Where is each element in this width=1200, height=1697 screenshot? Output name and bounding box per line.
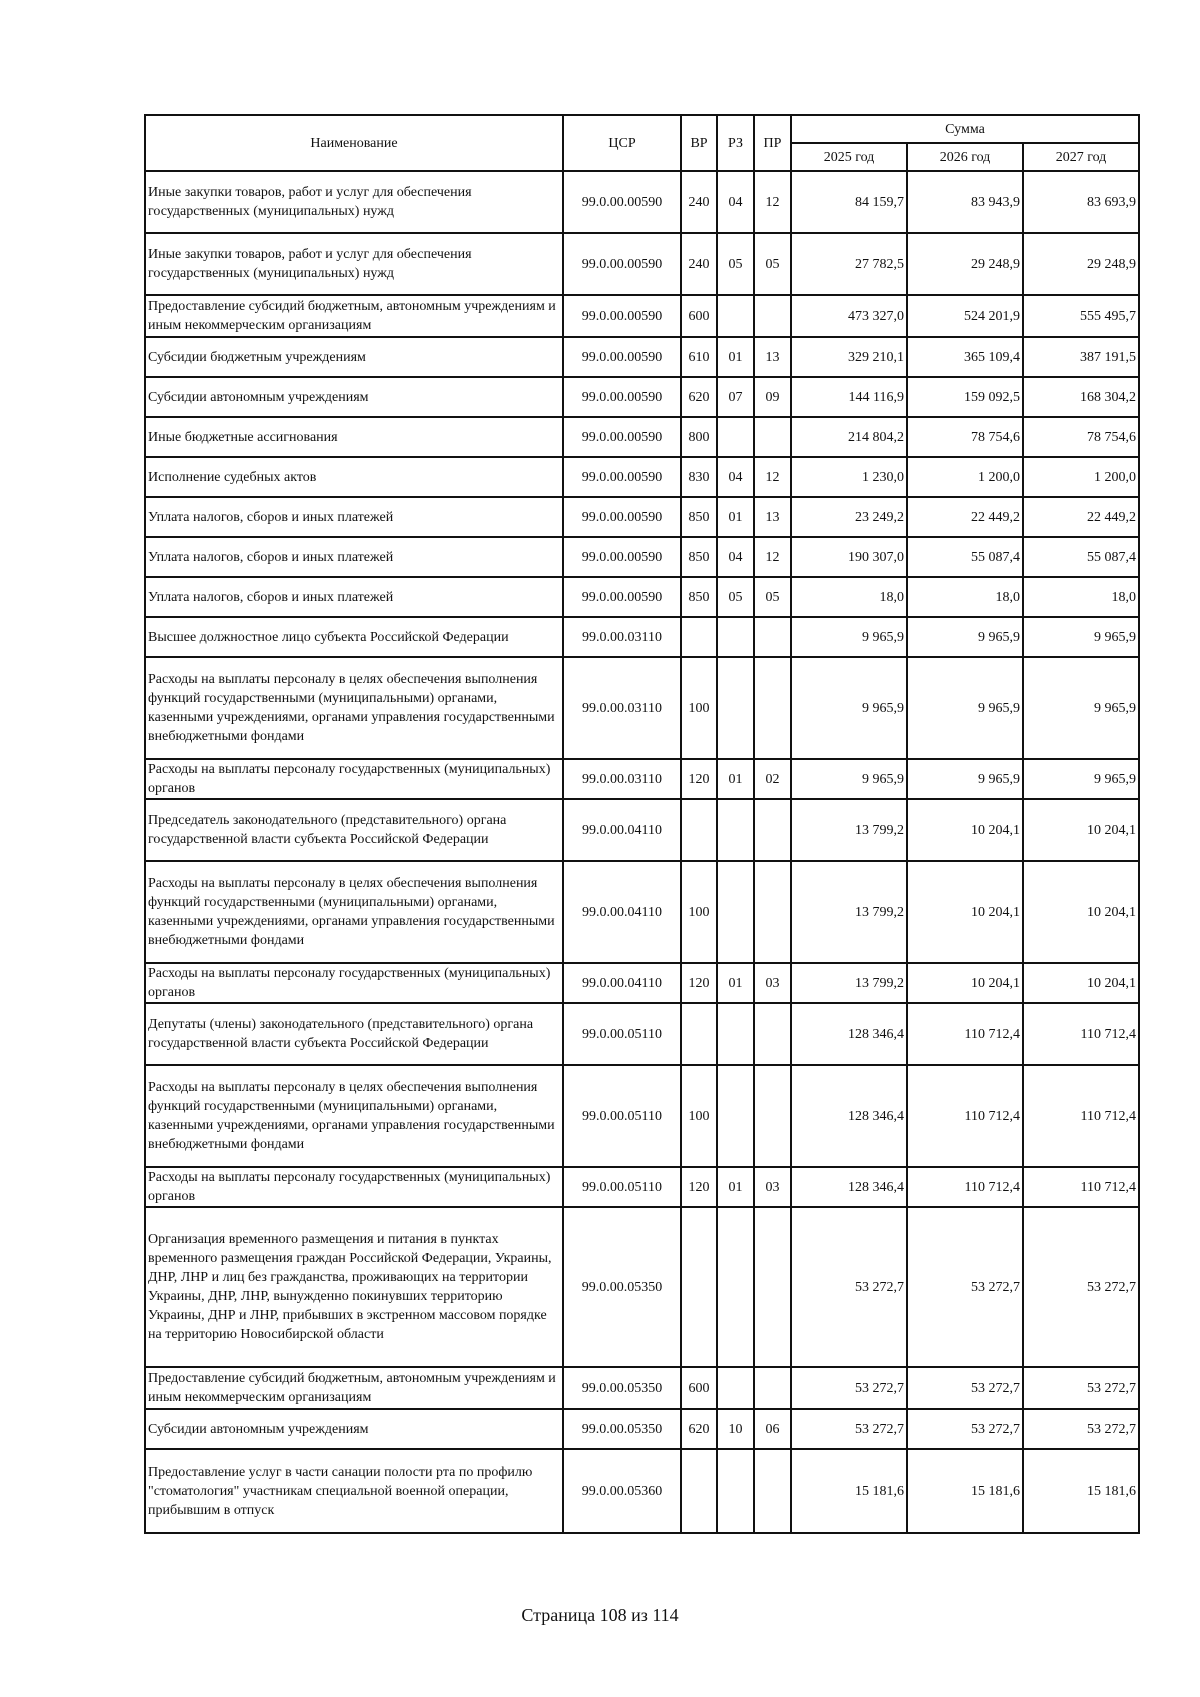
row-rz xyxy=(717,1065,754,1167)
row-sum-2025: 9 965,9 xyxy=(791,617,907,657)
row-sum-2026: 53 272,7 xyxy=(907,1409,1023,1449)
row-pr xyxy=(754,1207,791,1367)
row-rz: 05 xyxy=(717,577,754,617)
row-name: Иные закупки товаров, работ и услуг для обеспечения государственных (муниципальных) нужд xyxy=(145,233,563,295)
row-rz xyxy=(717,1367,754,1409)
row-name: Уплата налогов, сборов и иных платежей xyxy=(145,537,563,577)
row-rz: 10 xyxy=(717,1409,754,1449)
row-vr: 100 xyxy=(681,657,717,759)
row-sum-2027: 9 965,9 xyxy=(1023,759,1139,799)
row-pr xyxy=(754,657,791,759)
row-rz xyxy=(717,1207,754,1367)
row-sum-2027: 53 272,7 xyxy=(1023,1207,1139,1367)
row-pr xyxy=(754,1003,791,1065)
row-sum-2027: 110 712,4 xyxy=(1023,1065,1139,1167)
header-year-2025: 2025 год xyxy=(791,143,907,171)
row-csr: 99.0.00.05360 xyxy=(563,1449,681,1533)
row-csr: 99.0.00.03110 xyxy=(563,657,681,759)
row-sum-2025: 144 116,9 xyxy=(791,377,907,417)
row-csr: 99.0.00.00590 xyxy=(563,497,681,537)
row-name: Расходы на выплаты персоналу в целях обеспечения выполнения функций государственными (муниципальными) органами, казенными учреждениями, органами управления государственными внебюджетными фондами xyxy=(145,1065,563,1167)
row-sum-2025: 190 307,0 xyxy=(791,537,907,577)
row-sum-2026: 9 965,9 xyxy=(907,617,1023,657)
row-sum-2025: 13 799,2 xyxy=(791,861,907,963)
budget-table xyxy=(144,114,1140,1534)
row-vr: 800 xyxy=(681,417,717,457)
header-rz: РЗ xyxy=(717,115,754,171)
row-pr: 05 xyxy=(754,233,791,295)
row-pr: 12 xyxy=(754,457,791,497)
row-csr: 99.0.00.00590 xyxy=(563,577,681,617)
row-vr xyxy=(681,1449,717,1533)
row-sum-2027: 10 204,1 xyxy=(1023,861,1139,963)
row-vr: 100 xyxy=(681,861,717,963)
table-row xyxy=(145,799,1139,861)
row-sum-2026: 22 449,2 xyxy=(907,497,1023,537)
row-rz: 01 xyxy=(717,497,754,537)
row-sum-2025: 128 346,4 xyxy=(791,1065,907,1167)
row-sum-2026: 110 712,4 xyxy=(907,1065,1023,1167)
row-sum-2026: 15 181,6 xyxy=(907,1449,1023,1533)
row-pr xyxy=(754,617,791,657)
table-row xyxy=(145,295,1139,337)
row-pr: 12 xyxy=(754,171,791,233)
table-row xyxy=(145,577,1139,617)
row-name: Уплата налогов, сборов и иных платежей xyxy=(145,497,563,537)
row-name: Субсидии автономным учреждениям xyxy=(145,1409,563,1449)
row-sum-2027: 53 272,7 xyxy=(1023,1409,1139,1449)
row-csr: 99.0.00.04110 xyxy=(563,861,681,963)
row-csr: 99.0.00.00590 xyxy=(563,537,681,577)
row-vr: 620 xyxy=(681,377,717,417)
table-row xyxy=(145,497,1139,537)
row-vr: 850 xyxy=(681,577,717,617)
row-pr: 09 xyxy=(754,377,791,417)
row-sum-2025: 13 799,2 xyxy=(791,963,907,1003)
row-vr: 830 xyxy=(681,457,717,497)
row-vr xyxy=(681,617,717,657)
row-pr xyxy=(754,799,791,861)
row-sum-2026: 365 109,4 xyxy=(907,337,1023,377)
header-year-2026: 2026 год xyxy=(907,143,1023,171)
row-sum-2027: 168 304,2 xyxy=(1023,377,1139,417)
row-sum-2025: 53 272,7 xyxy=(791,1367,907,1409)
row-sum-2027: 555 495,7 xyxy=(1023,295,1139,337)
row-sum-2026: 9 965,9 xyxy=(907,759,1023,799)
row-sum-2026: 10 204,1 xyxy=(907,861,1023,963)
row-pr: 06 xyxy=(754,1409,791,1449)
table-row xyxy=(145,171,1139,233)
row-sum-2025: 84 159,7 xyxy=(791,171,907,233)
row-name: Исполнение судебных актов xyxy=(145,457,563,497)
row-sum-2027: 55 087,4 xyxy=(1023,537,1139,577)
row-sum-2027: 387 191,5 xyxy=(1023,337,1139,377)
header-sum: Сумма xyxy=(791,115,1139,143)
row-sum-2027: 78 754,6 xyxy=(1023,417,1139,457)
row-vr xyxy=(681,1003,717,1065)
row-vr: 850 xyxy=(681,497,717,537)
row-sum-2027: 9 965,9 xyxy=(1023,657,1139,759)
row-pr xyxy=(754,295,791,337)
row-sum-2027: 110 712,4 xyxy=(1023,1003,1139,1065)
row-name: Предоставление субсидий бюджетным, автономным учреждениям и иным некоммерческим организациям xyxy=(145,1367,563,1409)
row-name: Расходы на выплаты персоналу государственных (муниципальных) органов xyxy=(145,1167,563,1207)
row-sum-2026: 53 272,7 xyxy=(907,1367,1023,1409)
row-csr: 99.0.00.00590 xyxy=(563,295,681,337)
row-pr: 03 xyxy=(754,963,791,1003)
row-pr: 13 xyxy=(754,337,791,377)
row-rz xyxy=(717,657,754,759)
row-sum-2025: 15 181,6 xyxy=(791,1449,907,1533)
table-row xyxy=(145,1367,1139,1409)
header-year-2027: 2027 год xyxy=(1023,143,1139,171)
table-row xyxy=(145,861,1139,963)
row-sum-2027: 1 200,0 xyxy=(1023,457,1139,497)
row-rz: 04 xyxy=(717,537,754,577)
row-rz xyxy=(717,799,754,861)
row-sum-2027: 110 712,4 xyxy=(1023,1167,1139,1207)
table-row xyxy=(145,1409,1139,1449)
row-pr xyxy=(754,1449,791,1533)
row-name: Предоставление услуг в части санации полости рта по профилю "стоматология" участникам специальной военной операции, прибывшим в отпуск xyxy=(145,1449,563,1533)
row-sum-2025: 9 965,9 xyxy=(791,759,907,799)
table-row xyxy=(145,377,1139,417)
row-sum-2026: 29 248,9 xyxy=(907,233,1023,295)
row-rz xyxy=(717,1449,754,1533)
row-csr: 99.0.00.05350 xyxy=(563,1409,681,1449)
table-row xyxy=(145,417,1139,457)
row-vr: 610 xyxy=(681,337,717,377)
row-sum-2026: 524 201,9 xyxy=(907,295,1023,337)
table-row xyxy=(145,537,1139,577)
row-sum-2026: 10 204,1 xyxy=(907,963,1023,1003)
row-rz: 05 xyxy=(717,233,754,295)
row-sum-2026: 10 204,1 xyxy=(907,799,1023,861)
header-name: Наименование xyxy=(145,115,563,171)
table-row xyxy=(145,337,1139,377)
row-sum-2026: 55 087,4 xyxy=(907,537,1023,577)
row-vr: 850 xyxy=(681,537,717,577)
row-csr: 99.0.00.00590 xyxy=(563,233,681,295)
row-vr: 600 xyxy=(681,1367,717,1409)
table-body xyxy=(145,171,1139,1533)
row-pr: 02 xyxy=(754,759,791,799)
row-pr: 12 xyxy=(754,537,791,577)
row-name: Предоставление субсидий бюджетным, автономным учреждениям и иным некоммерческим организациям xyxy=(145,295,563,337)
row-rz xyxy=(717,417,754,457)
row-sum-2027: 18,0 xyxy=(1023,577,1139,617)
row-sum-2025: 329 210,1 xyxy=(791,337,907,377)
header-pr: ПР xyxy=(754,115,791,171)
row-csr: 99.0.00.03110 xyxy=(563,617,681,657)
row-rz xyxy=(717,295,754,337)
row-vr: 240 xyxy=(681,171,717,233)
row-vr: 620 xyxy=(681,1409,717,1449)
row-vr: 100 xyxy=(681,1065,717,1167)
table-header xyxy=(145,115,1139,171)
row-pr: 05 xyxy=(754,577,791,617)
header-csr: ЦСР xyxy=(563,115,681,171)
row-sum-2026: 78 754,6 xyxy=(907,417,1023,457)
row-sum-2027: 9 965,9 xyxy=(1023,617,1139,657)
header-vr: ВР xyxy=(681,115,717,171)
table-row xyxy=(145,1065,1139,1167)
table-row xyxy=(145,1167,1139,1207)
row-csr: 99.0.00.00590 xyxy=(563,457,681,497)
row-name: Высшее должностное лицо субъекта Российской Федерации xyxy=(145,617,563,657)
row-name: Расходы на выплаты персоналу государственных (муниципальных) органов xyxy=(145,759,563,799)
table-row xyxy=(145,759,1139,799)
row-sum-2025: 9 965,9 xyxy=(791,657,907,759)
row-rz: 04 xyxy=(717,171,754,233)
row-sum-2026: 83 943,9 xyxy=(907,171,1023,233)
row-name: Иные бюджетные ассигнования xyxy=(145,417,563,457)
row-sum-2027: 29 248,9 xyxy=(1023,233,1139,295)
row-vr xyxy=(681,799,717,861)
row-sum-2025: 53 272,7 xyxy=(791,1409,907,1449)
row-sum-2025: 128 346,4 xyxy=(791,1167,907,1207)
row-rz: 01 xyxy=(717,963,754,1003)
row-rz xyxy=(717,1003,754,1065)
row-rz: 01 xyxy=(717,337,754,377)
row-sum-2027: 83 693,9 xyxy=(1023,171,1139,233)
table-row xyxy=(145,233,1139,295)
table-row xyxy=(145,963,1139,1003)
table-row xyxy=(145,1449,1139,1533)
row-sum-2026: 110 712,4 xyxy=(907,1167,1023,1207)
row-name: Расходы на выплаты персоналу в целях обеспечения выполнения функций государственными (муниципальными) органами, казенными учреждениями, органами управления государственными внебюджетными фондами xyxy=(145,657,563,759)
row-name: Расходы на выплаты персоналу в целях обеспечения выполнения функций государственными (муниципальными) органами, казенными учреждениями, органами управления государственными внебюджетными фондами xyxy=(145,861,563,963)
row-sum-2027: 22 449,2 xyxy=(1023,497,1139,537)
row-vr xyxy=(681,1207,717,1367)
row-sum-2025: 13 799,2 xyxy=(791,799,907,861)
table-row xyxy=(145,617,1139,657)
row-csr: 99.0.00.05350 xyxy=(563,1207,681,1367)
row-rz xyxy=(717,861,754,963)
row-sum-2025: 128 346,4 xyxy=(791,1003,907,1065)
row-vr: 120 xyxy=(681,759,717,799)
row-rz: 04 xyxy=(717,457,754,497)
row-vr: 120 xyxy=(681,963,717,1003)
row-sum-2025: 18,0 xyxy=(791,577,907,617)
row-csr: 99.0.00.00590 xyxy=(563,337,681,377)
row-name: Уплата налогов, сборов и иных платежей xyxy=(145,577,563,617)
row-name: Субсидии автономным учреждениям xyxy=(145,377,563,417)
row-sum-2025: 23 249,2 xyxy=(791,497,907,537)
row-sum-2027: 15 181,6 xyxy=(1023,1449,1139,1533)
row-sum-2025: 27 782,5 xyxy=(791,233,907,295)
row-rz: 07 xyxy=(717,377,754,417)
table-row xyxy=(145,657,1139,759)
row-pr xyxy=(754,861,791,963)
row-csr: 99.0.00.03110 xyxy=(563,759,681,799)
row-name: Субсидии бюджетным учреждениям xyxy=(145,337,563,377)
row-sum-2026: 110 712,4 xyxy=(907,1003,1023,1065)
row-csr: 99.0.00.04110 xyxy=(563,963,681,1003)
row-sum-2025: 53 272,7 xyxy=(791,1207,907,1367)
row-sum-2026: 53 272,7 xyxy=(907,1207,1023,1367)
row-csr: 99.0.00.05110 xyxy=(563,1003,681,1065)
row-rz: 01 xyxy=(717,759,754,799)
page-number: Страница 108 из 114 xyxy=(521,1605,679,1625)
row-sum-2025: 473 327,0 xyxy=(791,295,907,337)
row-sum-2025: 214 804,2 xyxy=(791,417,907,457)
row-sum-2025: 1 230,0 xyxy=(791,457,907,497)
row-csr: 99.0.00.05110 xyxy=(563,1167,681,1207)
row-sum-2027: 10 204,1 xyxy=(1023,799,1139,861)
row-name: Председатель законодательного (представительного) органа государственной власти субъекта Российской Федерации xyxy=(145,799,563,861)
table-row xyxy=(145,457,1139,497)
row-sum-2027: 53 272,7 xyxy=(1023,1367,1139,1409)
row-vr: 240 xyxy=(681,233,717,295)
row-pr: 03 xyxy=(754,1167,791,1207)
row-sum-2026: 1 200,0 xyxy=(907,457,1023,497)
row-pr xyxy=(754,417,791,457)
row-name: Расходы на выплаты персоналу государственных (муниципальных) органов xyxy=(145,963,563,1003)
row-sum-2026: 18,0 xyxy=(907,577,1023,617)
row-sum-2027: 10 204,1 xyxy=(1023,963,1139,1003)
row-name: Депутаты (члены) законодательного (представительного) органа государственной власти субъекта Российской Федерации xyxy=(145,1003,563,1065)
row-csr: 99.0.00.05110 xyxy=(563,1065,681,1167)
row-pr xyxy=(754,1367,791,1409)
row-rz xyxy=(717,617,754,657)
row-csr: 99.0.00.05350 xyxy=(563,1367,681,1409)
row-csr: 99.0.00.04110 xyxy=(563,799,681,861)
row-csr: 99.0.00.00590 xyxy=(563,417,681,457)
row-sum-2026: 9 965,9 xyxy=(907,657,1023,759)
row-rz: 01 xyxy=(717,1167,754,1207)
row-sum-2026: 159 092,5 xyxy=(907,377,1023,417)
table-row xyxy=(145,1003,1139,1065)
table-row xyxy=(145,1207,1139,1367)
row-vr: 120 xyxy=(681,1167,717,1207)
row-csr: 99.0.00.00590 xyxy=(563,377,681,417)
row-name: Организация временного размещения и питания в пунктах временного размещения граждан Российской Федерации, Украины, ДНР, ЛНР и лиц без гражданства, проживающих на территории Украины, ДНР, ЛНР, вынужденно покинувших территорию Украины, ДНР и ЛНР, прибывших в экстренном массовом порядке на территорию Новосибирской области xyxy=(145,1207,563,1367)
row-csr: 99.0.00.00590 xyxy=(563,171,681,233)
row-pr: 13 xyxy=(754,497,791,537)
row-vr: 600 xyxy=(681,295,717,337)
row-pr xyxy=(754,1065,791,1167)
row-name: Иные закупки товаров, работ и услуг для обеспечения государственных (муниципальных) нужд xyxy=(145,171,563,233)
